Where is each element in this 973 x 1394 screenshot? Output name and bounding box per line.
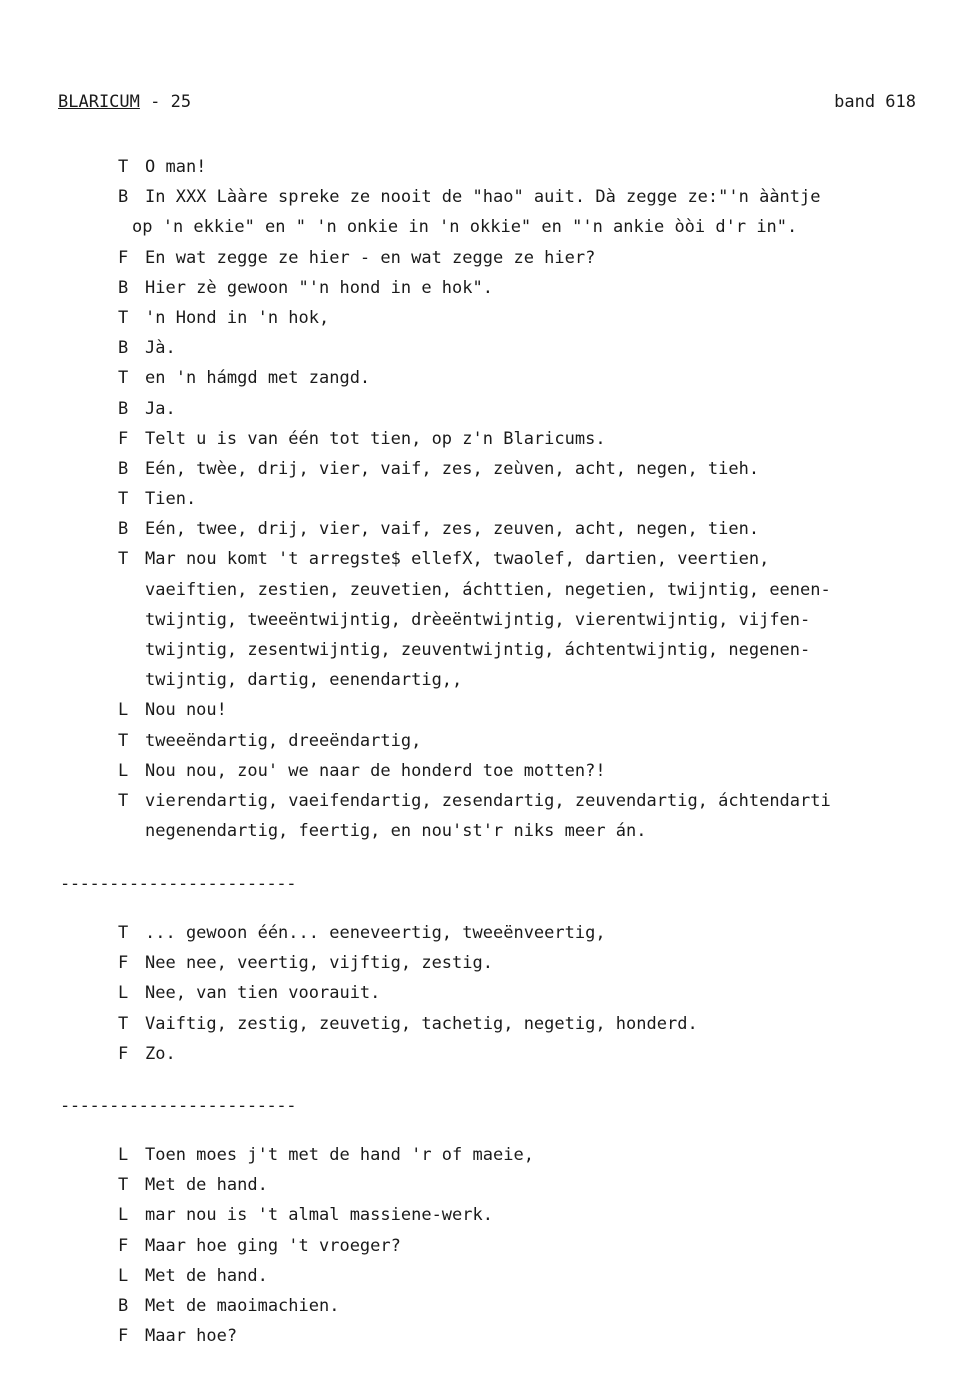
transcript-section-3 bbox=[118, 1140, 968, 1351]
utterance: Eén, twèe, drij, vier, vaif, zes, zeùven, acht, negen, tieh. bbox=[145, 458, 760, 479]
speaker-label: B bbox=[118, 338, 129, 359]
transcript-line-continuation bbox=[118, 635, 968, 665]
speaker-label: L bbox=[118, 700, 129, 721]
utterance: vaeiftien, zestien, zeuvetien, áchttien, negetien, twijntig, eenen- bbox=[145, 579, 831, 600]
transcript-line bbox=[118, 1140, 968, 1170]
header-left bbox=[58, 92, 191, 112]
speaker-label: T bbox=[118, 730, 129, 751]
speaker-label: F bbox=[118, 247, 129, 268]
speaker-label: L bbox=[118, 760, 129, 781]
utterance: Telt u is van één tot tien, op z'n Blaricums. bbox=[145, 428, 606, 449]
page-header bbox=[58, 92, 916, 118]
transcript-line bbox=[118, 1291, 968, 1321]
transcript-line bbox=[118, 454, 968, 484]
transcript-line bbox=[118, 695, 968, 725]
transcript-line bbox=[118, 544, 968, 574]
transcript-line bbox=[118, 333, 968, 363]
speaker-label: T bbox=[118, 368, 129, 389]
utterance: Jà. bbox=[145, 338, 176, 359]
speaker-label: B bbox=[118, 519, 129, 540]
transcript-line bbox=[118, 948, 968, 978]
speaker-label: T bbox=[118, 790, 129, 811]
transcript-line bbox=[118, 394, 968, 424]
transcript-line bbox=[118, 243, 968, 273]
transcript-line bbox=[118, 1231, 968, 1261]
transcript-section-1 bbox=[118, 152, 968, 846]
utterance: Vaiftig, zestig, zeuvetig, tachetig, negetig, honderd. bbox=[145, 1013, 698, 1034]
transcript-line bbox=[118, 756, 968, 786]
transcript-line-continuation bbox=[118, 575, 968, 605]
utterance: In XXX Lààre spreke ze nooit de "hao" auit. Dà zegge ze:"'n ààntje bbox=[145, 187, 821, 208]
transcript-line bbox=[118, 363, 968, 393]
utterance: Ja. bbox=[145, 398, 176, 419]
utterance: Tien. bbox=[145, 489, 197, 510]
utterance: tweeëndartig, dreeëndartig, bbox=[145, 730, 422, 751]
speaker-label: B bbox=[118, 187, 129, 208]
utterance: Nou nou! bbox=[145, 700, 227, 721]
speaker-label: B bbox=[118, 458, 129, 479]
speaker-label: L bbox=[118, 983, 129, 1004]
utterance: Toen moes j't met de hand 'r of maeie, bbox=[145, 1145, 534, 1165]
transcript-section-2 bbox=[118, 918, 968, 1069]
transcript-line bbox=[118, 1200, 968, 1230]
utterance: twijntig, zesentwijntig, zeuventwijntig, áchtentwijntig, negenen- bbox=[145, 640, 811, 660]
transcript-line-continuation bbox=[118, 665, 968, 695]
place-name: BLARICUM bbox=[58, 92, 140, 112]
transcript-line-continuation bbox=[118, 605, 968, 635]
utterance: en 'n hámgd met zangd. bbox=[145, 368, 371, 389]
transcript-line bbox=[118, 978, 968, 1008]
speaker-label: L bbox=[118, 1205, 129, 1226]
utterance: twijntig, dartig, eenendartig,, bbox=[145, 670, 463, 691]
page-number: - 25 bbox=[139, 92, 192, 112]
transcript-line bbox=[118, 273, 968, 303]
speaker-label: F bbox=[118, 953, 129, 974]
utterance: Maar hoe ging 't vroeger? bbox=[145, 1235, 401, 1256]
utterance: 'n Hond in 'n hok, bbox=[145, 307, 330, 328]
utterance: O man! bbox=[145, 157, 207, 177]
transcript-line bbox=[118, 1039, 968, 1069]
utterance: Maar hoe? bbox=[145, 1326, 238, 1347]
utterance: Hier zè gewoon "'n hond in e hok". bbox=[145, 277, 493, 298]
speaker-label: L bbox=[118, 1145, 129, 1165]
speaker-label: F bbox=[118, 1235, 129, 1256]
tape-number: band 618 bbox=[834, 92, 916, 112]
speaker-label: F bbox=[118, 1326, 129, 1347]
section-divider: ------------------------ bbox=[60, 874, 297, 894]
transcript-line bbox=[118, 484, 968, 514]
utterance: Nee, van tien voorauit. bbox=[145, 983, 381, 1004]
speaker-label: B bbox=[118, 1295, 129, 1316]
speaker-label: F bbox=[118, 428, 129, 449]
utterance: Met de hand. bbox=[145, 1265, 268, 1286]
speaker-label: F bbox=[118, 1043, 129, 1064]
speaker-label: T bbox=[118, 157, 129, 177]
transcript-line bbox=[118, 1170, 968, 1200]
utterance: twijntig, tweeëntwijntig, drèeëntwijntig, vierentwijntig, vijfen- bbox=[145, 609, 811, 630]
speaker-label: T bbox=[118, 923, 129, 943]
utterance: negenendartig, feertig, en nou'st'r niks meer án. bbox=[145, 821, 647, 842]
transcript-line bbox=[118, 726, 968, 756]
transcript-line bbox=[118, 786, 968, 816]
speaker-label: T bbox=[118, 1175, 129, 1196]
utterance: ... gewoon één... eeneveertig, tweeënveertig, bbox=[145, 923, 606, 943]
transcript-line bbox=[118, 514, 968, 544]
transcript-line bbox=[118, 1009, 968, 1039]
utterance: En wat zegge ze hier - en wat zegge ze hier? bbox=[145, 247, 596, 268]
speaker-label: T bbox=[118, 489, 129, 510]
transcript-line bbox=[118, 918, 968, 948]
utterance: Mar nou komt 't arregste$ ellefX, twaolef, dartien, veertien, bbox=[145, 549, 770, 570]
transcript-line bbox=[118, 1261, 968, 1291]
speaker-label: B bbox=[118, 277, 129, 298]
transcript-line bbox=[118, 182, 968, 212]
utterance: mar nou is 't almal massiene-werk. bbox=[145, 1205, 493, 1226]
utterance: vierendartig, vaeifendartig, zesendartig, zeuvendartig, áchtendarti bbox=[145, 790, 831, 811]
utterance: Met de maoimachien. bbox=[145, 1295, 340, 1316]
transcript-line bbox=[118, 1321, 968, 1351]
speaker-label: L bbox=[118, 1265, 129, 1286]
speaker-label: T bbox=[118, 307, 129, 328]
transcript-line-continuation bbox=[118, 816, 968, 846]
utterance: Nee nee, veertig, vijftig, zestig. bbox=[145, 953, 493, 974]
transcript-line bbox=[118, 424, 968, 454]
transcript-line bbox=[118, 303, 968, 333]
speaker-label: T bbox=[118, 549, 129, 570]
speaker-label: B bbox=[118, 398, 129, 419]
speaker-label: T bbox=[118, 1013, 129, 1034]
utterance: Nou nou, zou' we naar de honderd toe motten?! bbox=[145, 760, 606, 781]
utterance: Zo. bbox=[145, 1043, 176, 1064]
utterance: op 'n ekkie" en " 'n onkie in 'n okkie" en "'n ankie òòi d'r in". bbox=[132, 217, 798, 238]
transcript-line bbox=[118, 152, 968, 182]
utterance: Eén, twee, drij, vier, vaif, zes, zeuven, acht, negen, tien. bbox=[145, 519, 760, 540]
utterance: Met de hand. bbox=[145, 1175, 268, 1196]
section-divider: ------------------------ bbox=[60, 1096, 297, 1116]
transcript-line-continuation bbox=[118, 212, 968, 242]
